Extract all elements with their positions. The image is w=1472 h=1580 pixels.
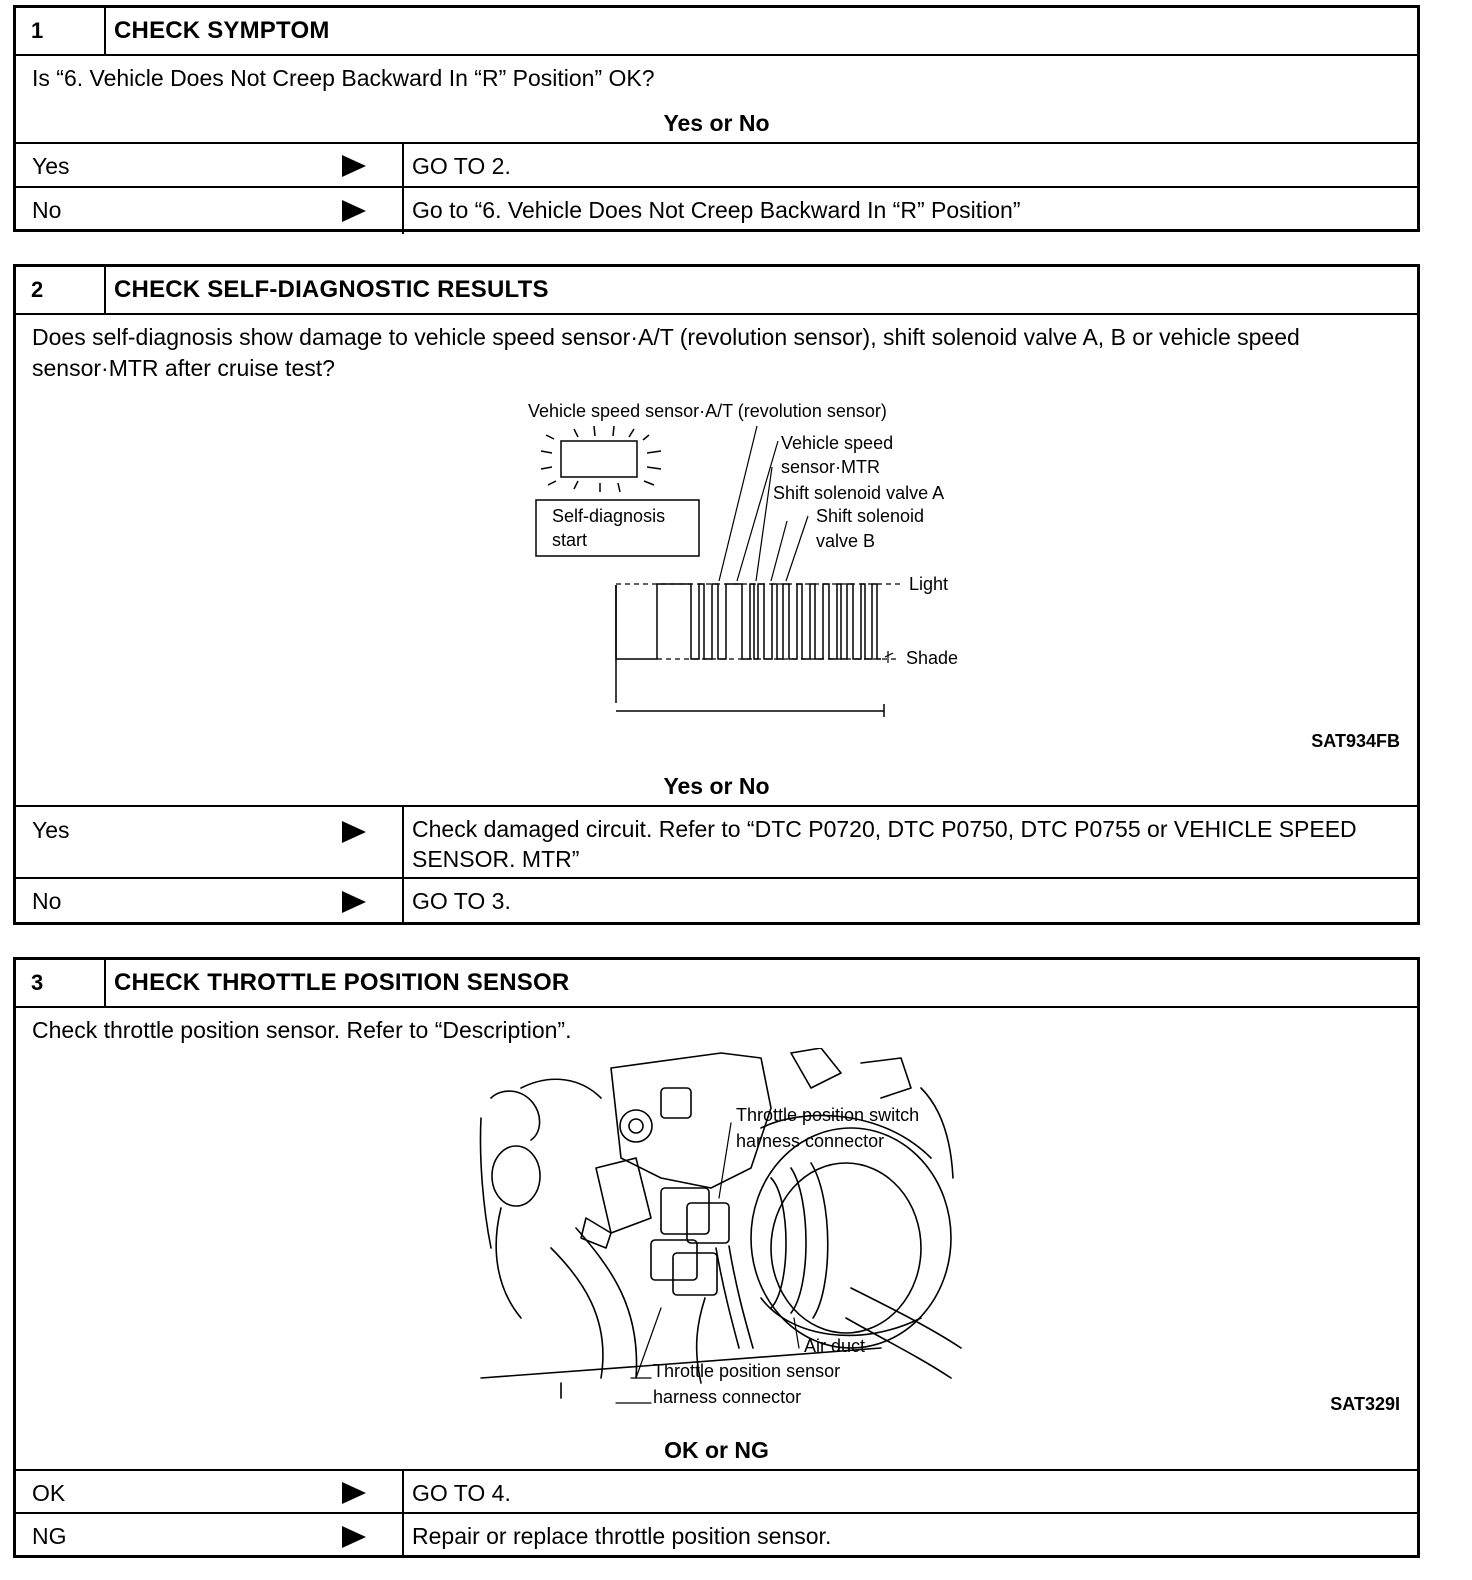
figure-label: harness connector (736, 1131, 885, 1151)
arrow-right-icon (342, 820, 366, 844)
result-row-action: GO TO 2. (412, 153, 511, 179)
step-3-table (13, 957, 1420, 1558)
step-1-header (16, 8, 1417, 56)
step-title: CHECK THROTTLE POSITION SENSOR (114, 969, 570, 996)
result-row-ok (16, 1469, 1417, 1514)
self-diagnosis-timing-diagram (496, 391, 996, 741)
figure-label: Air duct (804, 1336, 866, 1356)
step-question: Does self-diagnosis show damage to vehicle speed sensor·A/T (revolution sensor), shift solenoid valve A, B or vehicle speed sensor·MTR after cruise test? (32, 324, 1300, 381)
result-label: Yes or No (663, 110, 770, 136)
result-row-action: GO TO 4. (412, 1480, 511, 1506)
figure-code: SAT329I (1330, 1394, 1400, 1414)
figure-label: Throttle position sensor (653, 1361, 841, 1381)
result-row-action: GO TO 3. (412, 888, 511, 914)
figure-label: Shift solenoid (816, 506, 925, 526)
figure-label: Self-diagnosis (552, 506, 666, 526)
result-label: OK or NG (664, 1437, 769, 1463)
figure-code: SAT934FB (1311, 731, 1400, 751)
step-number: 1 (16, 8, 106, 54)
result-row-label: No (32, 888, 62, 914)
column-divider (402, 1471, 404, 1514)
result-row-action: Check damaged circuit. Refer to “DTC P0720, DTC P0750, DTC P0755 or VEHICLE SPEED SENSOR. MTR” (412, 816, 1357, 872)
step-3-header (16, 960, 1417, 1008)
throttle-position-sensor-illustration (461, 1048, 971, 1408)
column-divider (402, 144, 404, 188)
step-2-header (16, 267, 1417, 315)
step-2-table (13, 264, 1420, 925)
figure-label: Vehicle speed (781, 433, 894, 453)
step-number: 3 (16, 960, 106, 1006)
figure-label: valve B (816, 531, 876, 551)
result-row-no (16, 186, 1417, 234)
result-row-no (16, 877, 1417, 923)
result-row-yes (16, 142, 1417, 188)
step-question: Check throttle position sensor. Refer to “Description”. (32, 1017, 572, 1043)
figure-label: Light (909, 574, 949, 594)
result-row-label: NG (32, 1523, 67, 1549)
figure-label: Vehicle speed sensor·A/T (revolution sensor) (528, 401, 887, 421)
arrow-right-icon (342, 890, 366, 914)
figure-label: harness connector (653, 1387, 802, 1407)
step-title: CHECK SYMPTOM (114, 17, 330, 44)
column-divider (402, 807, 404, 879)
figure-label: Throttle position switch (736, 1105, 920, 1125)
step-number: 2 (16, 267, 106, 313)
result-label: Yes or No (663, 773, 770, 799)
result-row-yes (16, 805, 1417, 879)
step-1-table (13, 5, 1420, 232)
step-question: Is “6. Vehicle Does Not Creep Backward In “R” Position” OK? (32, 65, 655, 91)
figure-label: Shift solenoid valve A (773, 483, 945, 503)
result-row-label: No (32, 197, 62, 223)
result-row-label: Yes (32, 153, 70, 179)
figure-label: sensor·MTR (781, 457, 881, 477)
figure-label: start (552, 530, 588, 550)
figure-label: Shade (906, 648, 959, 668)
result-row-label: Yes (32, 817, 70, 843)
result-row-action: Go to “6. Vehicle Does Not Creep Backward In “R” Position” (412, 197, 1021, 223)
result-row-ng (16, 1512, 1417, 1557)
result-row-action: Repair or replace throttle position sensor. (412, 1523, 832, 1549)
column-divider (402, 879, 404, 923)
column-divider (402, 188, 404, 234)
arrow-right-icon (342, 199, 366, 223)
column-divider (402, 1514, 404, 1557)
result-row-label: OK (32, 1480, 66, 1506)
arrow-right-icon (342, 1481, 366, 1505)
arrow-right-icon (342, 1525, 366, 1549)
arrow-right-icon (342, 154, 366, 178)
step-title: CHECK SELF-DIAGNOSTIC RESULTS (114, 276, 549, 303)
